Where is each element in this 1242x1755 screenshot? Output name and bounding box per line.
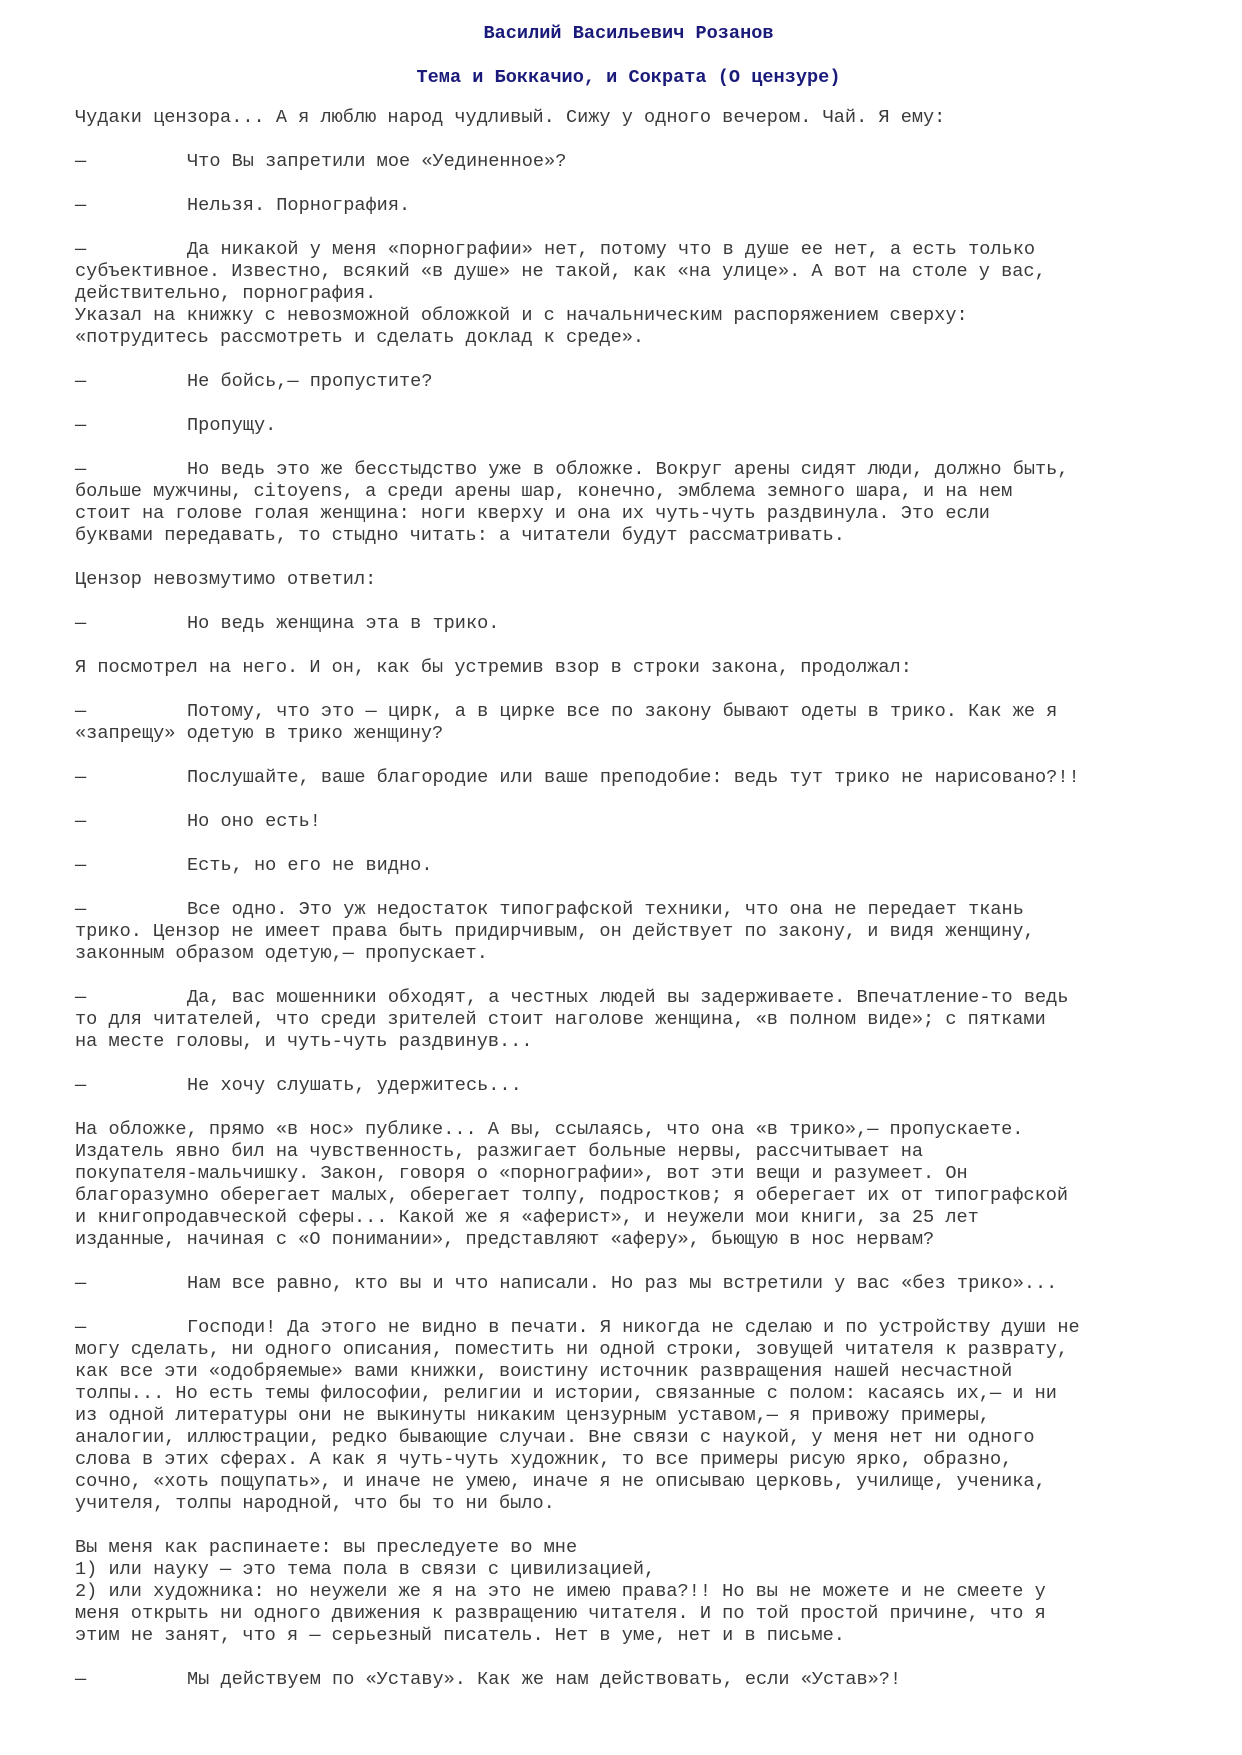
dialogue-line bbox=[75, 613, 1182, 635]
text-line: трико. Цензор не имеет права быть придирчивым, он действует по закону, и видя женщину, bbox=[75, 921, 1035, 942]
dialogue-line bbox=[75, 811, 1182, 833]
dialogue-dash: — bbox=[75, 459, 87, 480]
text-line: «запрещу» одетую в трико женщину? bbox=[75, 723, 444, 744]
text-line: покупателя-мальчишку. Закон, говоря о «порнографии», вот эти вещи и разумеет. Он bbox=[75, 1163, 968, 1184]
text-line: и книгопродавческой сферы... Какой же я «аферист», и неужели мои книги, за 25 лет bbox=[75, 1207, 979, 1228]
dialogue-dash: — bbox=[75, 239, 87, 260]
text-line: изданные, начиная с «О понимании», представляют «аферу», бьющую в нос нервам? bbox=[75, 1229, 935, 1250]
text-line: 1) или науку — это тема пола в связи с цивилизацией, bbox=[75, 1559, 656, 1580]
dialogue-line bbox=[75, 459, 1182, 547]
document-title: Тема и Боккачио, и Сократа (О цензуре) bbox=[416, 67, 841, 88]
text-line: — Потому, что это — цирк, а в цирке все по закону бывают одеты в трико. Как же я bbox=[75, 701, 1058, 722]
dialogue-line bbox=[75, 701, 1182, 745]
text-line: субъективное. Известно, всякий «в душе» не такой, как «на улице». А вот на столе у вас, bbox=[75, 261, 1046, 282]
text-line: Указал на книжку с невозможной обложкой и с начальническим распоряжением сверху: bbox=[75, 305, 968, 326]
text-line: — Послушайте, ваше благородие или ваше преподобие: ведь тут трико не нарисовано?!! bbox=[75, 767, 1080, 788]
text-line: — Но ведь женщина эта в трико. bbox=[75, 613, 500, 634]
text-line: — Нам все равно, кто вы и что написали. Но раз мы встретили у вас «без трико»... bbox=[75, 1273, 1058, 1294]
text-line: то для читателей, что среди зрителей стоит наголове женщина, «в полном виде»; с пятками bbox=[75, 1009, 1046, 1030]
text-line: На обложке, прямо «в нос» публике... А вы, ссылаясь, что она «в трико»,— пропускаете. bbox=[75, 1119, 1024, 1140]
dialogue-dash: — bbox=[75, 1669, 87, 1690]
text-line: — Нельзя. Порнография. bbox=[75, 195, 411, 216]
text-line: 2) или художника: но неужели же я на это не имею права?!! Но вы не можете и не смеете у bbox=[75, 1581, 1046, 1602]
text-line: толпы... Но есть темы философии, религии и истории, связанные с полом: касаясь их,— и ни bbox=[75, 1383, 1057, 1404]
dialogue-line bbox=[75, 1669, 1182, 1691]
text-line: — Но ведь это же бесстыдство уже в обложке. Вокруг арены сидят люди, должно быть, bbox=[75, 459, 1069, 480]
dialogue-line bbox=[75, 239, 1182, 349]
dialogue-line bbox=[75, 987, 1182, 1053]
text-line: меня открыть ни одного движения к развращению читателя. И по той простой причине, что я bbox=[75, 1603, 1046, 1624]
paragraph bbox=[75, 657, 1182, 679]
text-line: — Господи! Да этого не видно в печати. Я никогда не сделаю и по устройству души не bbox=[75, 1317, 1080, 1338]
text-line: «потрудитесь рассмотреть и сделать доклад к среде». bbox=[75, 327, 645, 348]
text-line: Чудаки цензора... А я люблю народ чудливый. Сижу у одного вечером. Чай. Я ему: bbox=[75, 107, 946, 128]
dialogue-line bbox=[75, 1273, 1182, 1295]
paragraph bbox=[75, 1537, 1182, 1647]
dialogue-line bbox=[75, 1317, 1182, 1515]
text-line: больше мужчины, citoyens, а среди арены шар, конечно, эмблема земного шара, и на нем bbox=[75, 481, 1013, 502]
text-line: — Не бойсь,— пропустите? bbox=[75, 371, 433, 392]
dialogue-dash: — bbox=[75, 767, 87, 788]
paragraph bbox=[75, 569, 1182, 591]
text-line: Цензор невозмутимо ответил: bbox=[75, 569, 377, 590]
text-line: учителя, толпы народной, что бы то ни было. bbox=[75, 1493, 555, 1514]
text-line: на месте головы, и чуть-чуть раздвинув... bbox=[75, 1031, 533, 1052]
dialogue-dash: — bbox=[75, 855, 87, 876]
dialogue-dash: — bbox=[75, 987, 87, 1008]
dialogue-line bbox=[75, 1075, 1182, 1097]
text-line: действительно, порнография. bbox=[75, 283, 377, 304]
text-line: — Есть, но его не видно. bbox=[75, 855, 433, 876]
dialogue-dash: — bbox=[75, 811, 87, 832]
text-line: из одной литературы они не выкинуты никаким цензурным уставом,— я привожу примеры, bbox=[75, 1405, 990, 1426]
dialogue-dash: — bbox=[75, 1075, 87, 1096]
text-line: — Не хочу слушать, удержитесь... bbox=[75, 1075, 522, 1096]
text-line: Вы меня как распинаете: вы преследуете во мне bbox=[75, 1537, 578, 1558]
dialogue-dash: — bbox=[75, 1273, 87, 1294]
text-line: как все эти «одобряемые» вами книжки, воистину источник развращения нашей несчастной bbox=[75, 1361, 1013, 1382]
dialogue-dash: — bbox=[75, 899, 87, 920]
dialogue-line bbox=[75, 855, 1182, 877]
dialogue-dash: — bbox=[75, 613, 87, 634]
dialogue-dash: — bbox=[75, 195, 87, 216]
text-line: законным образом одетую,— пропускает. bbox=[75, 943, 488, 964]
text-line: — Что Вы запретили мое «Уединенное»? bbox=[75, 151, 567, 172]
text-line: могу сделать, ни одного описания, поместить ни одной строки, зовущей читателя к разврату, bbox=[75, 1339, 1069, 1360]
text-line: — Но оно есть! bbox=[75, 811, 321, 832]
document-body bbox=[75, 107, 1182, 1691]
dialogue-dash: — bbox=[75, 1317, 87, 1338]
text-line: буквами передавать, то стыдно читать: а читатели будут рассматривать. bbox=[75, 525, 845, 546]
paragraph bbox=[75, 107, 1182, 129]
dialogue-line bbox=[75, 767, 1182, 789]
text-line: — Да, вас мошенники обходят, а честных людей вы задерживаете. Впечатление-то ведь bbox=[75, 987, 1069, 1008]
text-line: Я посмотрел на него. И он, как бы устремив взор в строки закона, продолжал: bbox=[75, 657, 912, 678]
dialogue-dash: — bbox=[75, 415, 87, 436]
author-name: Василий Васильевич Розанов bbox=[483, 23, 774, 44]
dialogue-line bbox=[75, 899, 1182, 965]
dialogue-line bbox=[75, 195, 1182, 217]
dialogue-line bbox=[75, 151, 1182, 173]
dialogue-dash: — bbox=[75, 701, 87, 722]
text-line: — Все одно. Это уж недостаток типографской техники, что она не передает ткань bbox=[75, 899, 1024, 920]
dialogue-line bbox=[75, 371, 1182, 393]
dialogue-line bbox=[75, 415, 1182, 437]
text-line: стоит на голове голая женщина: ноги кверху и она их чуть-чуть раздвинула. Это если bbox=[75, 503, 990, 524]
text-line: благоразумно оберегает малых, оберегает толпу, подростков; я оберегает их от типографской bbox=[75, 1185, 1069, 1206]
text-line: — Да никакой у меня «порнографии» нет, потому что в душе ее нет, а есть только bbox=[75, 239, 1036, 260]
text-line: слова в этих сферах. А как я чуть-чуть художник, то все примеры рисую ярко, образно, bbox=[75, 1449, 1013, 1470]
paragraph bbox=[75, 1119, 1182, 1251]
text-line: — Пропущу. bbox=[75, 415, 277, 436]
text-line: сочно, «хоть пощупать», и иначе не умею, иначе я не описываю церковь, училище, ученика, bbox=[75, 1471, 1046, 1492]
text-line: аналогии, иллюстрации, редко бывающие случаи. Вне связи с наукой, у меня нет ни одного bbox=[75, 1427, 1035, 1448]
text-line: Издатель явно бил на чувственность, разжигает больные нервы, рассчитывает на bbox=[75, 1141, 924, 1162]
dialogue-dash: — bbox=[75, 151, 87, 172]
text-line: — Мы действуем по «Уставу». Как же нам действовать, если «Устав»?! bbox=[75, 1669, 902, 1690]
text-line: этим не занят, что я — серьезный писатель. Нет в уме, нет и в письме. bbox=[75, 1625, 845, 1646]
dialogue-dash: — bbox=[75, 371, 87, 392]
title-block bbox=[75, 23, 1182, 89]
